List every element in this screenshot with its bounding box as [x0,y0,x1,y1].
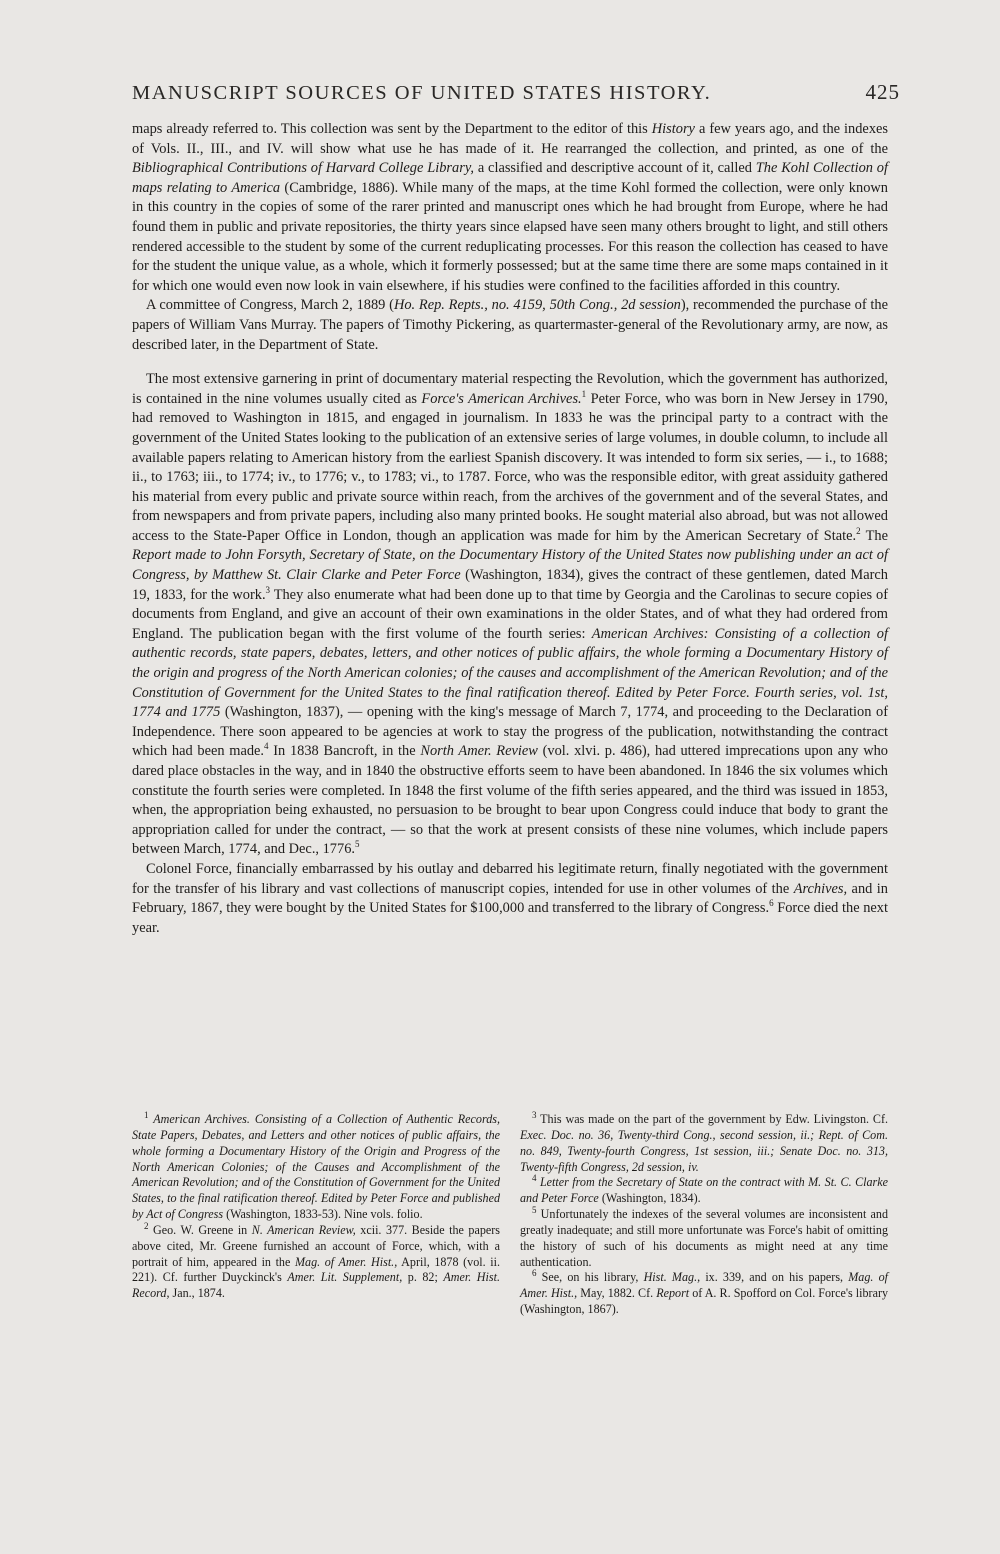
paragraph-colonel-force [132,860,888,938]
paragraph-kohl-collection [132,120,888,296]
footnote-marker: 6 [769,898,774,909]
text-run: a classified and descriptive account of it, called [474,160,756,177]
page-number: 425 [865,80,900,104]
italic-text: Bibliographical Contributions of Harvard College Library, [132,160,475,177]
footnote-marker: 3 [532,1109,537,1120]
text-run: April, 1878 (vol. ii. 221). Cf. further Duyckinck's [132,1254,500,1285]
text-run: In 1838 Bancroft, in the [268,743,421,760]
italic-text: Report made to John Forsyth, Secretary of State, on the Documentary History of the United States now publishing under an act of Congress, by Matthew St. Clair Clarke and Peter Force [132,547,888,584]
footnote-1 [132,1109,500,1223]
italic-text: Mag. of Amer. Hist., [294,1254,398,1269]
text-run: p. 82; [402,1270,444,1285]
footnote-2 [132,1220,500,1302]
text-run: (Washington, 1837), — opening with the king's message of March 7, 1774, and proceeding to the Declaration of Independence. There soon appeared to be agencies at work to stay the progress of the publication, notwithstanding the contract which had been made. [132,704,888,760]
footnote-3 [520,1109,888,1175]
italic-text: Mag. of Amer. Hist., [520,1270,889,1301]
footnote-marker: 5 [355,839,360,850]
footnote-marker: 2 [144,1220,149,1231]
text-run: May, 1882. Cf. [577,1286,657,1301]
paragraph-american-archives [132,370,888,860]
footnotes-right-column [520,1109,889,1318]
footnote-marker: 3 [265,584,271,595]
footnote-6 [520,1270,888,1318]
italic-text: Amer. Hist. Record, [132,1270,500,1301]
paragraph-congress-committee [132,296,888,355]
italic-text: American Archives: Consisting of a collection of authentic records, state papers, debates, letters, and other notices of public affairs, the whole forming a Documentary History of the origin and progress of the North American colonies; of the causes and accomplishment of the American Revolution; and of the Constitution of Government for the United States to the final ratification thereof. Edited by Peter Force. Fourth series, vol. 1st, 1774 and 1775 [132,625,888,721]
italic-text: Report [656,1286,690,1301]
italic-text: American Archives. Consisting of a Collection of Authentic Records, State Papers, Debates, and Letters and other notices of public affairs, the whole forming a Documentary History of the Origin and Progress of the North American Colonies; of the Causes and Accomplishment of the American Revolution; and of the Constitution of Government for the United States, to the final ratification thereof. Edited by Peter Force and published by Act of Congress [132,1112,500,1222]
text-run: The [860,527,889,544]
italic-text: Force's American Archives. [421,390,582,407]
text-run: (Cambridge, 1886). While many of the maps, at the time Kohl formed the collection, were only known in this country in the copies of some of the rarer printed and manuscript ones which he had brought from Europe, where he had found them in public and private repositories, the thirty years since elapsed have seen many others brought to light, and still others rendered accessible to the student by some of the current reduplicating processes. For this reason the collection has ceased to have for the student the unique value, as a whole, which it formerly possessed; but at the same time there are some maps contained in it for which one would even now look in vain elsewhere, if his studies were confined to the facilities afforded in this country. [132,179,888,294]
running-title: MANUSCRIPT SOURCES OF UNITED STATES HISTORY. [132,82,712,104]
text-run: See, on his library, [536,1270,644,1285]
footnotes [132,1109,889,1318]
text-run: (vol. xlvi. p. 486), had uttered imprecations upon any who dared place obstacles in the way, and in 1840 the obstructive efforts seem to have been abandoned. In 1846 the six volumes which constitute the fourth series were completed. In 1848 the first volume of the fifth series appeared, and the third was issued in 1853, when, the appropriation being exhausted, no persuasion to be brought to bear upon Congress could induce that body to grant the appropriation called for under the contract, — so that the work at present consists of these nine volumes, which include papers between March, 1774, and Dec., 1776. [132,743,888,858]
footnote-marker: 1 [581,388,587,399]
text-run: (Washington, 1834), gives the contract of these gentlemen, dated March 19, 1833, for the work. [132,567,888,603]
footnote-5 [520,1207,888,1270]
text-run: This was made on the part of the government by Edw. Livingston. Cf. [536,1112,888,1126]
text-run: Geo. W. Greene in [148,1222,252,1237]
text-run: xcii. 377. Beside the papers above cited, Mr. Greene furnished an account of Force, which, with a portrait of him, appeared in the [132,1222,500,1269]
footnote-marker: 5 [532,1205,537,1216]
footnote-marker: 6 [532,1268,537,1279]
footnotes-left-column [132,1109,500,1318]
footnote-marker: 4 [532,1173,537,1184]
footnote-marker: 2 [856,526,861,537]
text-run: (Washington, 1833-53). Nine vols. folio. [223,1207,423,1222]
italic-text: North Amer. Review [420,743,538,760]
text-run: of A. R. Spofford on Col. Force's library (Washington, 1867). [520,1286,889,1317]
text-run: A committee of Congress, March 2, 1889 ( [146,297,394,314]
italic-text: Hist. Mag., [643,1270,701,1285]
text-run: a few years ago, and the indexes of Vols. II., III., and IV. will show what use he has made of it. He rearranged the collection, and printed, as one of the [132,121,888,157]
footnote-marker: 1 [144,1109,149,1120]
text-run: Unfortunately the indexes of the several volumes are inconsistent and greatly inadequate; and still more unfortunate was Force's habit of omitting the history of such of his documents as might need at any time authentication. [520,1207,888,1269]
text-run: Force died the next year. [132,900,889,936]
italic-text: The Kohl Collection of maps relating to America [132,160,888,196]
italic-text: Ho. Rep. Repts., no. 4159, 50th Cong., 2d session [393,297,681,314]
italic-text: N. American Review, [251,1222,356,1237]
text-run: Colonel Force, financially embarrassed by his outlay and debarred his legitimate return, finally negotiated with the government for the transfer of his library and vast collections of manuscript copies, intended for use in other volumes of the [132,860,888,897]
text-run: They also enumerate what had been done up to that time by Georgia and the Carolinas to secure copies of documents from England, and give an account of their own examinations in the older States, and of what they had ordered from England. The publication began with the first volume of the fourth series: [132,586,888,642]
italic-text: Amer. Lit. Supplement, [287,1270,403,1285]
italic-text: Exec. Doc. no. 36, Twenty-third Cong., second session, ii.; Rept. of Com. no. 849, Twenty-fourth Congress, 1st session, iii.; Senate Doc. no. 313, Twenty-fifth Congress, 2d session, iv. [520,1127,888,1174]
italic-text: History [651,121,695,137]
text-run: maps already referred to. This collection was sent by the Department to the editor of this [132,121,652,137]
text-run: Peter Force, who was born in New Jersey in 1790, had removed to Washington in 1815, and engaged in journalism. In 1833 he was the principal party to a contract with the government of the United States looking to the publication of an extensive series of large volumes, in double column, to include all available papers relating to American history from the earliest Spanish discovery. It was intended to form six series, — i., to 1688; ii., to 1763; iii., to 1774; iv., to 1776; v., to 1783; vi., to 1787. Force, who was the responsible editor, with great assiduity gathered his material from every public and private source within reach, from the archives of the government and of the several States, and from newspapers and from private papers, including also many printed books. He sought material also abroad, but was not allowed access to the State-Paper Office in London, though an application was made for him by the American Secretary of State. [132,390,888,544]
italic-text: Letter from the Secretary of State on the contract with M. St. C. Clarke and Peter Force [520,1175,888,1206]
text-run: The most extensive garnering in print of documentary material respecting the Revolution, which the government has authorized, is contained in the nine volumes usually cited as [132,371,888,407]
text-run: ), recommended the purchase of the papers of William Vans Murray. The papers of Timothy Pickering, as quartermaster-general of the Revolutionary army, are now, as described later, in the Department of State. [132,297,889,353]
footnote-marker: 4 [264,741,269,752]
italic-text: Archives, [793,880,848,897]
main-text [132,120,888,938]
text-run: Jan., 1874. [169,1286,225,1301]
text-run: and in February, 1867, they were bought by the United States for $100,000 and transferred to the library of Congress. [132,880,888,917]
text-run: ix. 339, and on his papers, [700,1270,849,1285]
footnote-4 [520,1175,888,1207]
running-header [132,80,900,110]
text-run: (Washington, 1834). [598,1191,701,1206]
